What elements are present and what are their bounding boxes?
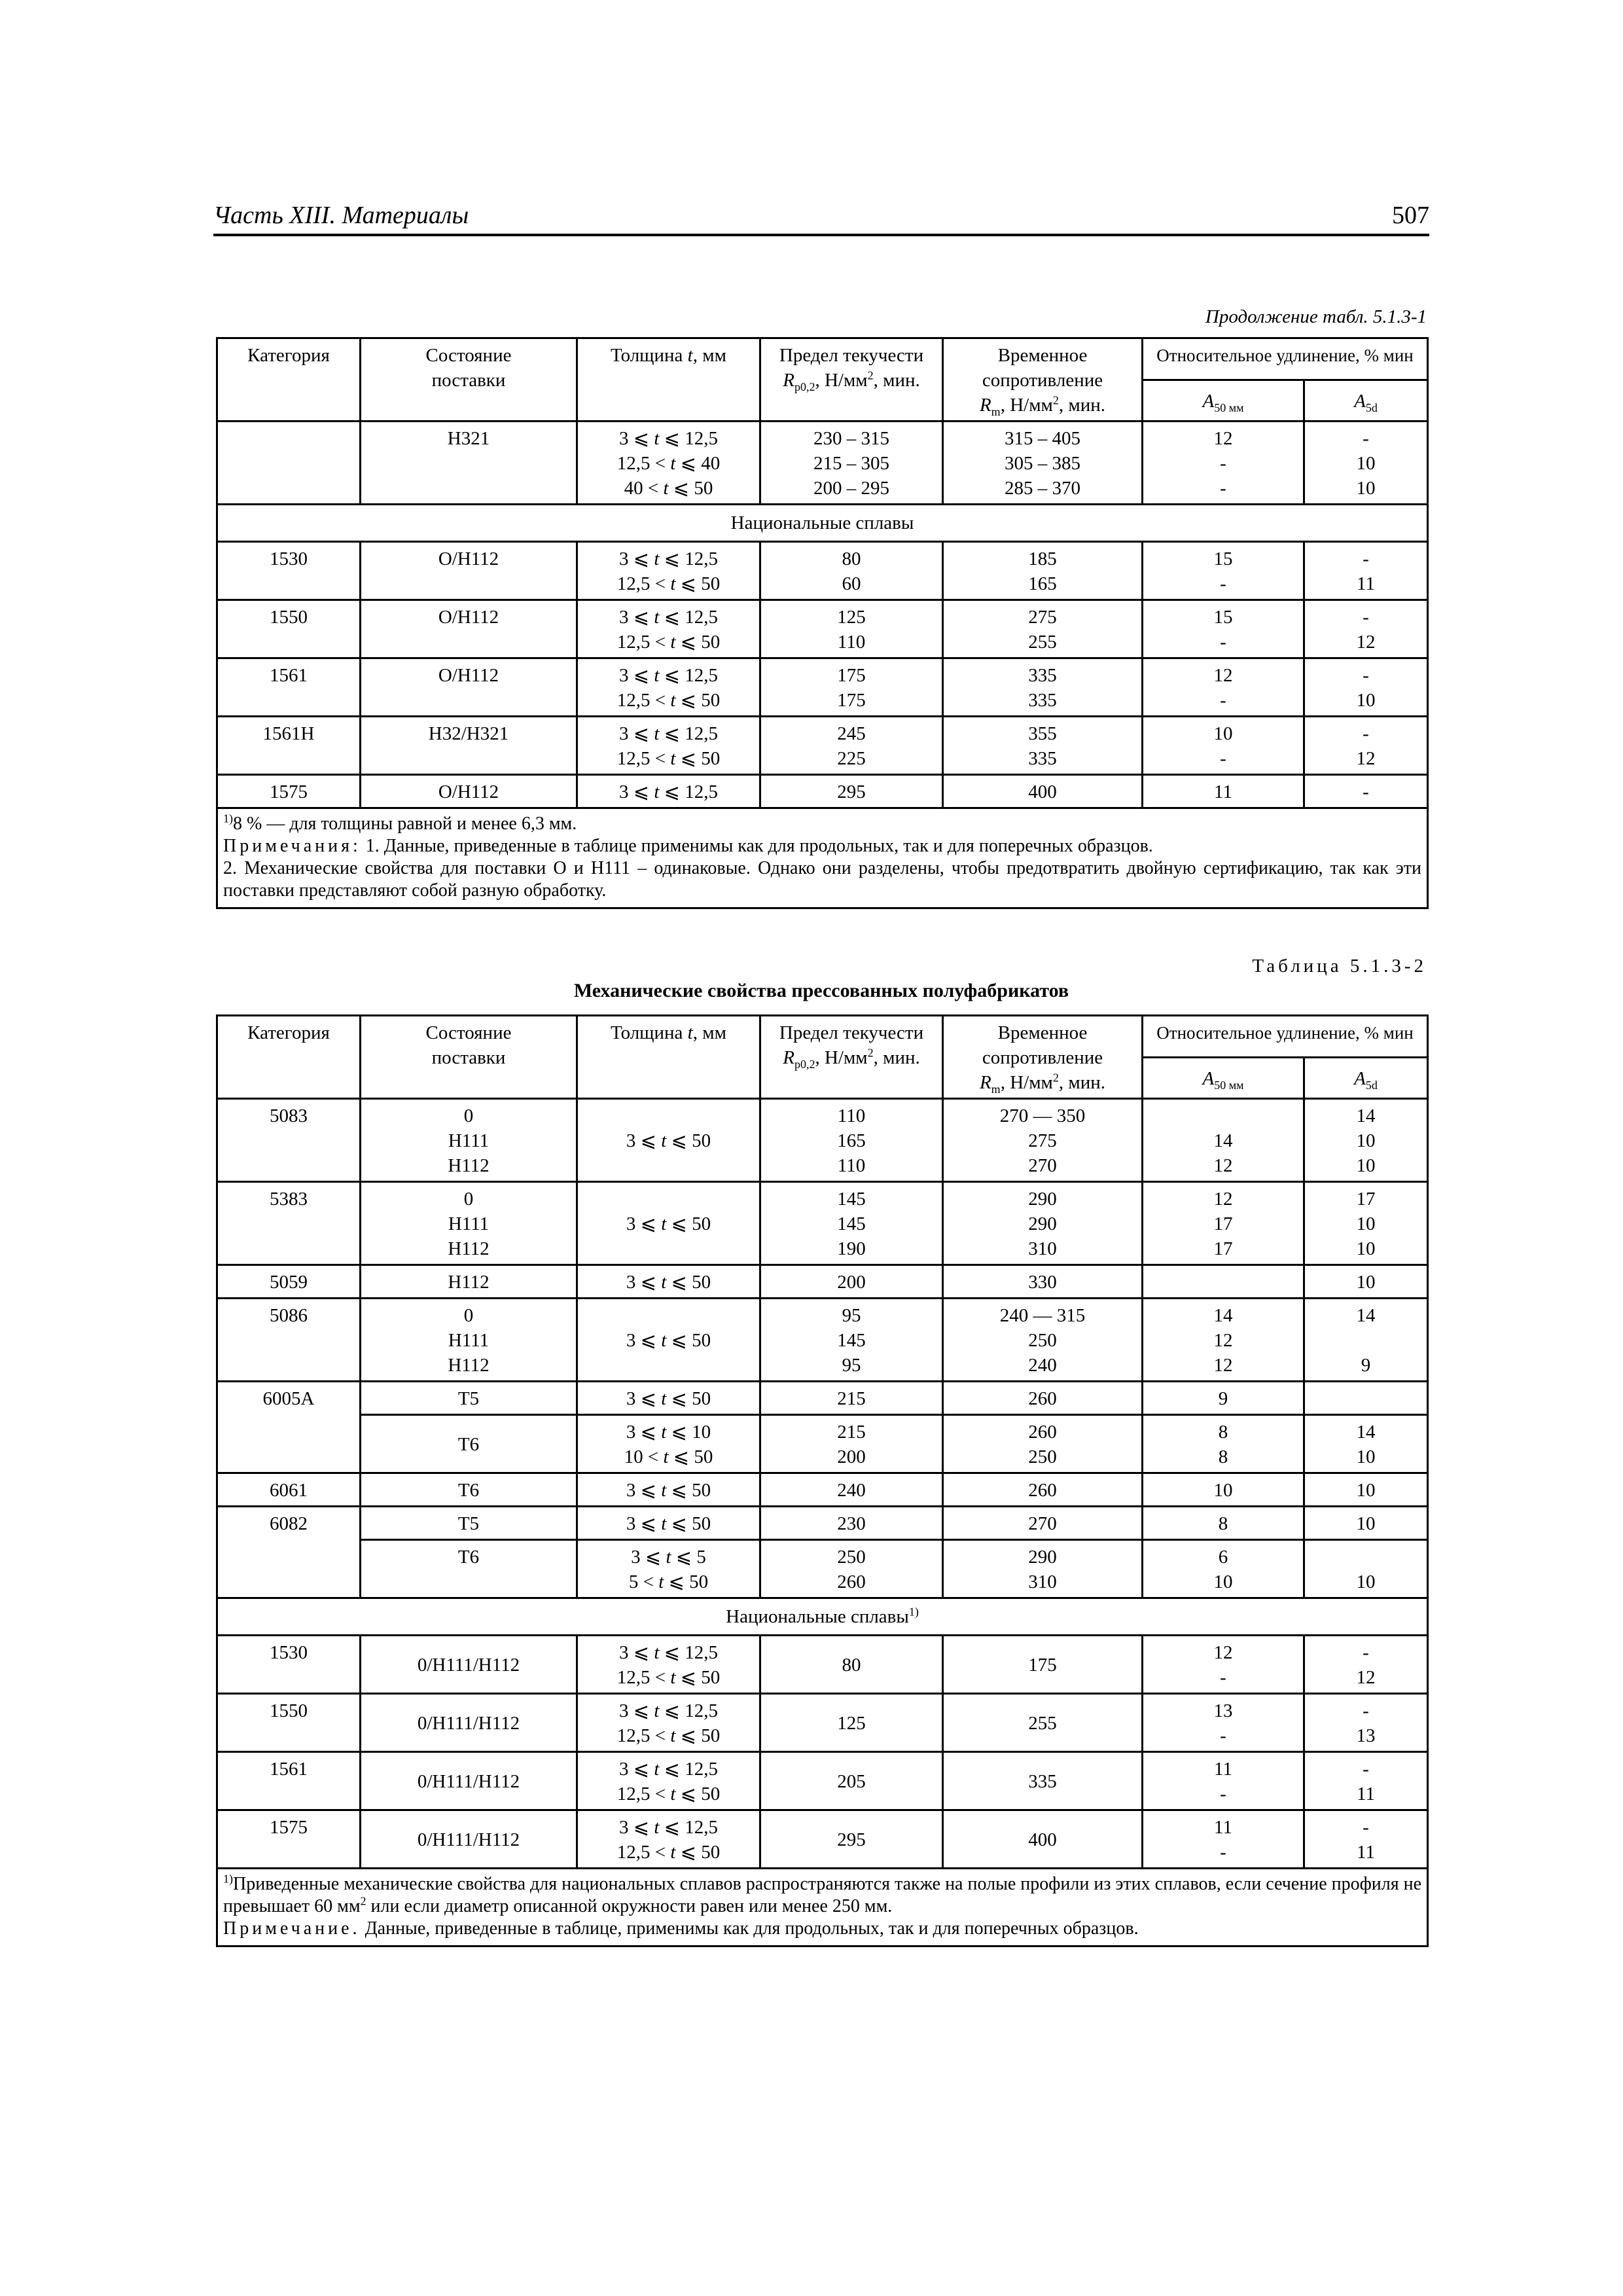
- cell-a50: 14 12: [1143, 1099, 1304, 1182]
- table-row: [217, 658, 1428, 717]
- cell-a50: 8: [1143, 1507, 1304, 1540]
- cell-state: T6: [361, 1473, 577, 1507]
- cell-tensile: 335: [943, 1752, 1143, 1810]
- cell-a50: 10 -: [1143, 717, 1304, 775]
- footnote: $^{1)}$8 % — для толщины равной и менее 6,3 мм.: [223, 812, 577, 834]
- cell-a50: 9: [1143, 1382, 1304, 1415]
- cell-a5d: - 11: [1304, 1810, 1428, 1869]
- cell-yield: 110 165 110: [760, 1099, 943, 1182]
- page-number: 507: [1392, 202, 1429, 229]
- cell-state: 0 H111 H112: [361, 1099, 577, 1182]
- cell-state: 0/H111/H112: [361, 1636, 577, 1694]
- cell-a50: 15 -: [1143, 542, 1304, 600]
- cell-a50: 11 -: [1143, 1810, 1304, 1869]
- cell-a50: 14 12 12: [1143, 1299, 1304, 1382]
- header-tensile: Временное сопротивление $R_m$, $Н/мм^2$, мин.: [943, 1016, 1143, 1099]
- cell-yield: 205: [760, 1752, 943, 1810]
- table-row: [217, 1473, 1428, 1507]
- cell-a5d: - 10: [1304, 658, 1428, 717]
- cell-tensile: 290 310: [943, 1540, 1143, 1598]
- cell-thickness: 3 ⩽ t ⩽ 50: [577, 1507, 760, 1540]
- header-a50: $A_{50 мм}$: [1143, 380, 1304, 422]
- header-a50: $A_{50 мм}$: [1143, 1057, 1304, 1099]
- cell-a50: 12 17 17: [1143, 1182, 1304, 1265]
- cell-category: 5059: [217, 1265, 361, 1299]
- cell-yield: 145 145 190: [760, 1182, 943, 1265]
- cell-category: 1530: [217, 1636, 361, 1694]
- cell-tensile: 355 335: [943, 717, 1143, 775]
- cell-tensile: 175: [943, 1636, 1143, 1694]
- table-row: [217, 422, 1428, 505]
- table-row: [217, 717, 1428, 775]
- table-continuation-5-1-3-1: [216, 337, 1429, 909]
- cell-tensile: 270: [943, 1507, 1143, 1540]
- cell-tensile: 185 165: [943, 542, 1143, 600]
- cell-a50: [1143, 1265, 1304, 1299]
- cell-yield: 95 145 95: [760, 1299, 943, 1382]
- cell-a5d: 10: [1304, 1540, 1428, 1598]
- cell-yield: 295: [760, 1810, 943, 1869]
- header-yield: Предел текучести $R_{p0,2}$, $Н/мм^2$, мин.: [760, 338, 943, 422]
- table-row: [217, 600, 1428, 658]
- cell-category: 5083: [217, 1099, 361, 1182]
- cell-state: 0/H111/H112: [361, 1810, 577, 1869]
- cell-tensile: 255: [943, 1694, 1143, 1752]
- table-row: [217, 1265, 1428, 1299]
- cell-state: T5: [361, 1382, 577, 1415]
- cell-tensile: 330: [943, 1265, 1143, 1299]
- cell-category: 5086: [217, 1299, 361, 1382]
- table-row: [217, 1752, 1428, 1810]
- cell-state: O/H112: [361, 775, 577, 808]
- cell-thickness: 3 ⩽ t ⩽ 12,5 12,5 < t ⩽ 50: [577, 658, 760, 717]
- cell-a5d: - 11: [1304, 1752, 1428, 1810]
- cell-thickness: 3 ⩽ t ⩽ 50: [577, 1299, 760, 1382]
- cell-state: H112: [361, 1265, 577, 1299]
- cell-a50: 12 -: [1143, 658, 1304, 717]
- cell-category: 6082: [217, 1507, 361, 1598]
- cell-a5d: - 12: [1304, 717, 1428, 775]
- header-elongation: Относительное удлинение, % мин: [1143, 338, 1428, 380]
- cell-thickness: 3 ⩽ t ⩽ 12,5 12,5 < t ⩽ 50: [577, 717, 760, 775]
- running-title: Часть XIII. Материалы: [213, 202, 469, 229]
- section-row: [217, 1598, 1428, 1636]
- cell-a5d: 14 10 10: [1304, 1099, 1428, 1182]
- header-thickness: Толщина t, мм: [577, 1016, 760, 1099]
- cell-category: 6005A: [217, 1382, 361, 1473]
- section-row: [217, 505, 1428, 542]
- cell-category: 6061: [217, 1473, 361, 1507]
- cell-thickness: 3 ⩽ t ⩽ 12,5: [577, 775, 760, 808]
- cell-yield: 295: [760, 775, 943, 808]
- cell-state: 0 H111 H112: [361, 1182, 577, 1265]
- cell-a5d: 14 9: [1304, 1299, 1428, 1382]
- notes-row: [217, 1869, 1428, 1946]
- cell-a5d: 10: [1304, 1507, 1428, 1540]
- cell-tensile: 290 290 310: [943, 1182, 1143, 1265]
- cell-tensile: 260: [943, 1473, 1143, 1507]
- cell-category: 1561H: [217, 717, 361, 775]
- cell-yield: 175 175: [760, 658, 943, 717]
- header-a5d: $A_{5d}$: [1304, 1057, 1428, 1099]
- table-row: [217, 1694, 1428, 1752]
- table-row: [217, 1810, 1428, 1869]
- cell-category: 1550: [217, 600, 361, 658]
- table-row: [217, 1299, 1428, 1382]
- cell-a5d: -: [1304, 775, 1428, 808]
- cell-state: O/H112: [361, 542, 577, 600]
- cell-category: 1550: [217, 1694, 361, 1752]
- cell-a5d: 10: [1304, 1265, 1428, 1299]
- note-1: Примечания: 1. Данные, приведенные в таблице применимы как для продольных, так и для поперечных образцов.: [223, 836, 1153, 856]
- cell-category: 1575: [217, 1810, 361, 1869]
- cell-a50: 11: [1143, 775, 1304, 808]
- table-row: [217, 1099, 1428, 1182]
- cell-a50: 13 -: [1143, 1694, 1304, 1752]
- header-yield: Предел текучести $R_{p0,2}$, $Н/мм^2$, мин.: [760, 1016, 943, 1099]
- header-category: Категория: [217, 338, 361, 422]
- table-row: [217, 1182, 1428, 1265]
- table-row: [217, 1415, 1428, 1473]
- cell-state: 0/H111/H112: [361, 1694, 577, 1752]
- section-national-alloys: Национальные сплавы$^{1)}$: [217, 1598, 1428, 1636]
- table-row: [217, 1507, 1428, 1540]
- cell-state: O/H112: [361, 600, 577, 658]
- cell-yield: 215 200: [760, 1415, 943, 1473]
- cell-tensile: 400: [943, 1810, 1143, 1869]
- table-row: [217, 1540, 1428, 1598]
- cell-yield: 200: [760, 1265, 943, 1299]
- table-header-row: [217, 338, 1428, 380]
- cell-a5d: - 13: [1304, 1694, 1428, 1752]
- header-elongation: Относительное удлинение, % мин: [1143, 1016, 1428, 1058]
- cell-a50: 12 -: [1143, 1636, 1304, 1694]
- cell-tensile: 260: [943, 1382, 1143, 1415]
- cell-tensile: 315 – 405 305 – 385 285 – 370: [943, 422, 1143, 505]
- cell-tensile: 335 335: [943, 658, 1143, 717]
- cell-yield: 245 225: [760, 717, 943, 775]
- cell-yield: 240: [760, 1473, 943, 1507]
- table-row: [217, 1382, 1428, 1415]
- cell-tensile: 240 — 315 250 240: [943, 1299, 1143, 1382]
- cell-state: H32/H321: [361, 717, 577, 775]
- table-notes: [217, 1869, 1428, 1946]
- table2-caption: Таблица 5.1.3-2: [1252, 956, 1427, 977]
- table1-caption: Продолжение табл. 5.1.3-1: [1205, 306, 1427, 327]
- cell-category: 1561: [217, 1752, 361, 1810]
- cell-thickness: 3 ⩽ t ⩽ 12,5 12,5 < t ⩽ 50: [577, 1752, 760, 1810]
- cell-a5d: - 10 10: [1304, 422, 1428, 505]
- header-a5d: $A_{5d}$: [1304, 380, 1428, 422]
- cell-category: [217, 422, 361, 505]
- cell-a50: 11 -: [1143, 1752, 1304, 1810]
- cell-a50: 8 8: [1143, 1415, 1304, 1473]
- table2-title: Механические свойства прессованных полуфабрикатов: [573, 980, 1069, 1001]
- table-row: [217, 1636, 1428, 1694]
- note: Примечание. Данные, приведенные в таблице, применимы как для продольных, так и для поперечных образцов.: [223, 1918, 1139, 1939]
- cell-a50: 15 -: [1143, 600, 1304, 658]
- cell-a5d: - 11: [1304, 542, 1428, 600]
- page-header: [213, 200, 1429, 236]
- cell-thickness: 3 ⩽ t ⩽ 12,5 12,5 < t ⩽ 50: [577, 600, 760, 658]
- table-notes: [217, 808, 1428, 908]
- cell-thickness: 3 ⩽ t ⩽ 12,5 12,5 < t ⩽ 50: [577, 1694, 760, 1752]
- table-row: [217, 775, 1428, 808]
- cell-a50: 6 10: [1143, 1540, 1304, 1598]
- cell-yield: 125 110: [760, 600, 943, 658]
- cell-yield: 215: [760, 1382, 943, 1415]
- cell-thickness: 3 ⩽ t ⩽ 10 10 < t ⩽ 50: [577, 1415, 760, 1473]
- cell-a5d: 17 10 10: [1304, 1182, 1428, 1265]
- table-5-1-3-2: [216, 1014, 1429, 1947]
- footnote: $^{1)}$Приведенные механические свойства для национальных сплавов распространяются также на полые профили из этих сплавов, если сечение профиля не превышает 60 $мм^2$ или если диаметр описанной окружности равен или менее 250 мм.: [223, 1872, 1422, 1916]
- cell-thickness: 3 ⩽ t ⩽ 50: [577, 1182, 760, 1265]
- cell-state: O/H112: [361, 658, 577, 717]
- cell-category: 1561: [217, 658, 361, 717]
- cell-thickness: 3 ⩽ t ⩽ 50: [577, 1382, 760, 1415]
- cell-yield: 230: [760, 1507, 943, 1540]
- header-tensile: Временное сопротивление $R_m$, $Н/мм^2$, мин.: [943, 338, 1143, 422]
- cell-a50: 12 - -: [1143, 422, 1304, 505]
- cell-thickness: 3 ⩽ t ⩽ 12,5 12,5 < t ⩽ 50: [577, 542, 760, 600]
- cell-category: 1575: [217, 775, 361, 808]
- cell-state: 0/H111/H112: [361, 1752, 577, 1810]
- header-category: Категория: [217, 1016, 361, 1099]
- cell-thickness: 3 ⩽ t ⩽ 5 5 < t ⩽ 50: [577, 1540, 760, 1598]
- cell-tensile: 275 255: [943, 600, 1143, 658]
- cell-state: 0 H111 H112: [361, 1299, 577, 1382]
- cell-a5d: 14 10: [1304, 1415, 1428, 1473]
- cell-category: 5383: [217, 1182, 361, 1265]
- note-2: 2. Механические свойства для поставки O и H111 – одинаковые. Однако они разделены, чтобы предотвратить двойную сертификацию, так как эти поставки представляют собой разную обработку.: [223, 858, 1421, 901]
- header-thickness: Толщина t, мм: [577, 338, 760, 422]
- cell-yield: 125: [760, 1694, 943, 1752]
- cell-yield: 250 260: [760, 1540, 943, 1598]
- cell-a50: 10: [1143, 1473, 1304, 1507]
- cell-state: T6: [361, 1540, 577, 1598]
- cell-state: T5: [361, 1507, 577, 1540]
- cell-yield: 80 60: [760, 542, 943, 600]
- section-national-alloys: Национальные сплавы: [217, 505, 1428, 542]
- cell-thickness: 3 ⩽ t ⩽ 50: [577, 1099, 760, 1182]
- cell-thickness: 3 ⩽ t ⩽ 12,5 12,5 < t ⩽ 40 40 < t ⩽ 50: [577, 422, 760, 505]
- cell-a5d: 10: [1304, 1473, 1428, 1507]
- header-state: Состояние поставки: [361, 338, 577, 422]
- cell-thickness: 3 ⩽ t ⩽ 50: [577, 1265, 760, 1299]
- cell-a5d: - 12: [1304, 1636, 1428, 1694]
- cell-state: T6: [361, 1415, 577, 1473]
- header-state: Состояние поставки: [361, 1016, 577, 1099]
- cell-a5d: - 12: [1304, 600, 1428, 658]
- table-header-row: [217, 1016, 1428, 1058]
- cell-tensile: 270 — 350 275 270: [943, 1099, 1143, 1182]
- cell-thickness: 3 ⩽ t ⩽ 12,5 12,5 < t ⩽ 50: [577, 1636, 760, 1694]
- cell-tensile: 400: [943, 775, 1143, 808]
- cell-category: 1530: [217, 542, 361, 600]
- table-row: [217, 542, 1428, 600]
- cell-yield: 230 – 315 215 – 305 200 – 295: [760, 422, 943, 505]
- cell-a5d: [1304, 1382, 1428, 1415]
- cell-state: H321: [361, 422, 577, 505]
- cell-thickness: 3 ⩽ t ⩽ 50: [577, 1473, 760, 1507]
- cell-yield: 80: [760, 1636, 943, 1694]
- cell-thickness: 3 ⩽ t ⩽ 12,5 12,5 < t ⩽ 50: [577, 1810, 760, 1869]
- notes-row: [217, 808, 1428, 908]
- cell-tensile: 260 250: [943, 1415, 1143, 1473]
